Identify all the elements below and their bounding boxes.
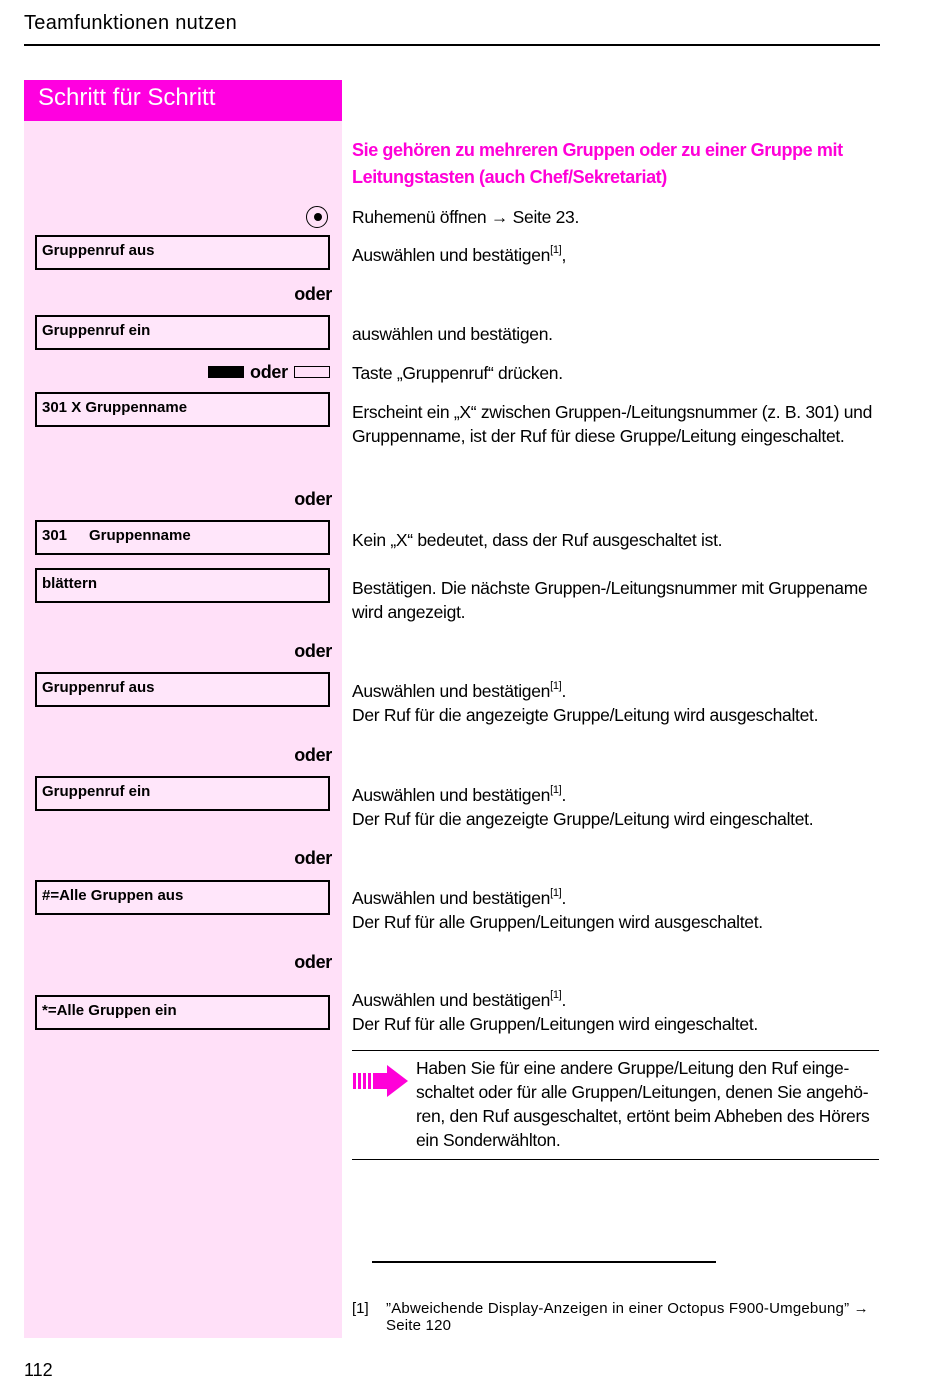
oder-label: oder	[250, 362, 288, 382]
step-text: Erscheint ein „X“ zwischen Gruppen-/Leitungsnummer (z. B. 301) und Gruppenname, ist der Ruf für diese Gruppe/Leitung eingeschaltet.	[352, 402, 873, 446]
footnote-number: [1]	[352, 1300, 369, 1317]
header-rule	[24, 44, 880, 46]
display-option-blaettern[interactable]: blättern	[35, 568, 330, 603]
display-option-gruppenruf-ein[interactable]: Gruppenruf ein	[35, 776, 330, 811]
step-text: Auswählen und bestätigen[1],	[352, 244, 566, 265]
key-lit-icon	[208, 366, 244, 378]
step-text: Auswählen und bestätigen[1]. Der Ruf für die angezeigte Gruppe/Leitung wird eingeschaltet.	[352, 784, 814, 829]
note-rule-top	[352, 1050, 879, 1051]
footnote-link[interactable]: ”Abweichende Display-Anzeigen in einer Octopus F900-Umgebung” → Seite 120	[386, 1300, 869, 1334]
key-unlit-icon	[294, 366, 330, 378]
display-option-gruppenruf-aus[interactable]: Gruppenruf aus	[35, 235, 330, 270]
note-rule-bottom	[352, 1159, 879, 1160]
step-text: auswählen und bestätigen.	[352, 324, 553, 344]
header-title: Teamfunktionen nutzen	[24, 12, 238, 34]
display-group-entry-off[interactable]: 301 Gruppenname	[35, 520, 330, 555]
display-option-gruppenruf-aus[interactable]: Gruppenruf aus	[35, 672, 330, 707]
page-number: 112	[24, 1360, 53, 1380]
step-text: Auswählen und bestätigen[1]. Der Ruf für die angezeigte Gruppe/Leitung wird ausgeschaltet.	[352, 680, 819, 725]
display-option-all-groups-on[interactable]: *=Alle Gruppen ein	[35, 995, 330, 1030]
footnote-rule	[372, 1261, 716, 1263]
oder-label: oder	[294, 848, 332, 868]
oder-label: oder	[294, 489, 332, 509]
oder-label: oder	[294, 641, 332, 661]
oder-label: oder	[294, 284, 332, 304]
step-text: Auswählen und bestätigen[1]. Der Ruf für alle Gruppen/Leitungen wird eingeschaltet.	[352, 989, 758, 1034]
step-text: Auswählen und bestätigen[1]. Der Ruf für alle Gruppen/Leitungen wird ausgeschaltet.	[352, 887, 763, 932]
display-option-all-groups-off[interactable]: #=Alle Gruppen aus	[35, 880, 330, 915]
section-subheading: Sie gehören zu mehreren Gruppen oder zu einer Gruppe mit Leitungstasten (auch Chef/Sekretariat)	[352, 140, 843, 187]
sidebar-title: Schritt für Schritt	[38, 84, 216, 111]
step-text: Bestätigen. Die nächste Gruppen-/Leitungsnummer mit Gruppename wird angezeigt.	[352, 578, 868, 622]
note-text: Haben Sie für eine andere Gruppe/Leitung den Ruf eingeschaltet oder für alle Gruppen/Leitungen, denen Sie angehören, den Ruf ausgeschaltet, ertönt beim Abheben des Hörers ein Sonderwählton.	[416, 1058, 870, 1150]
oder-label: oder	[294, 952, 332, 972]
oder-label: oder	[294, 745, 332, 765]
arrow-note-icon	[353, 1064, 409, 1103]
display-option-gruppenruf-ein[interactable]: Gruppenruf ein	[35, 315, 330, 350]
display-group-entry-on[interactable]: 301 X Gruppenname	[35, 392, 330, 427]
navigation-knob-icon	[306, 206, 328, 228]
step-text: Kein „X“ bedeutet, dass der Ruf ausgeschaltet ist.	[352, 530, 723, 550]
step-text: Ruhemenü öffnen → Seite 23.	[352, 207, 580, 227]
step-text: Taste „Gruppenruf“ drücken.	[352, 363, 563, 383]
